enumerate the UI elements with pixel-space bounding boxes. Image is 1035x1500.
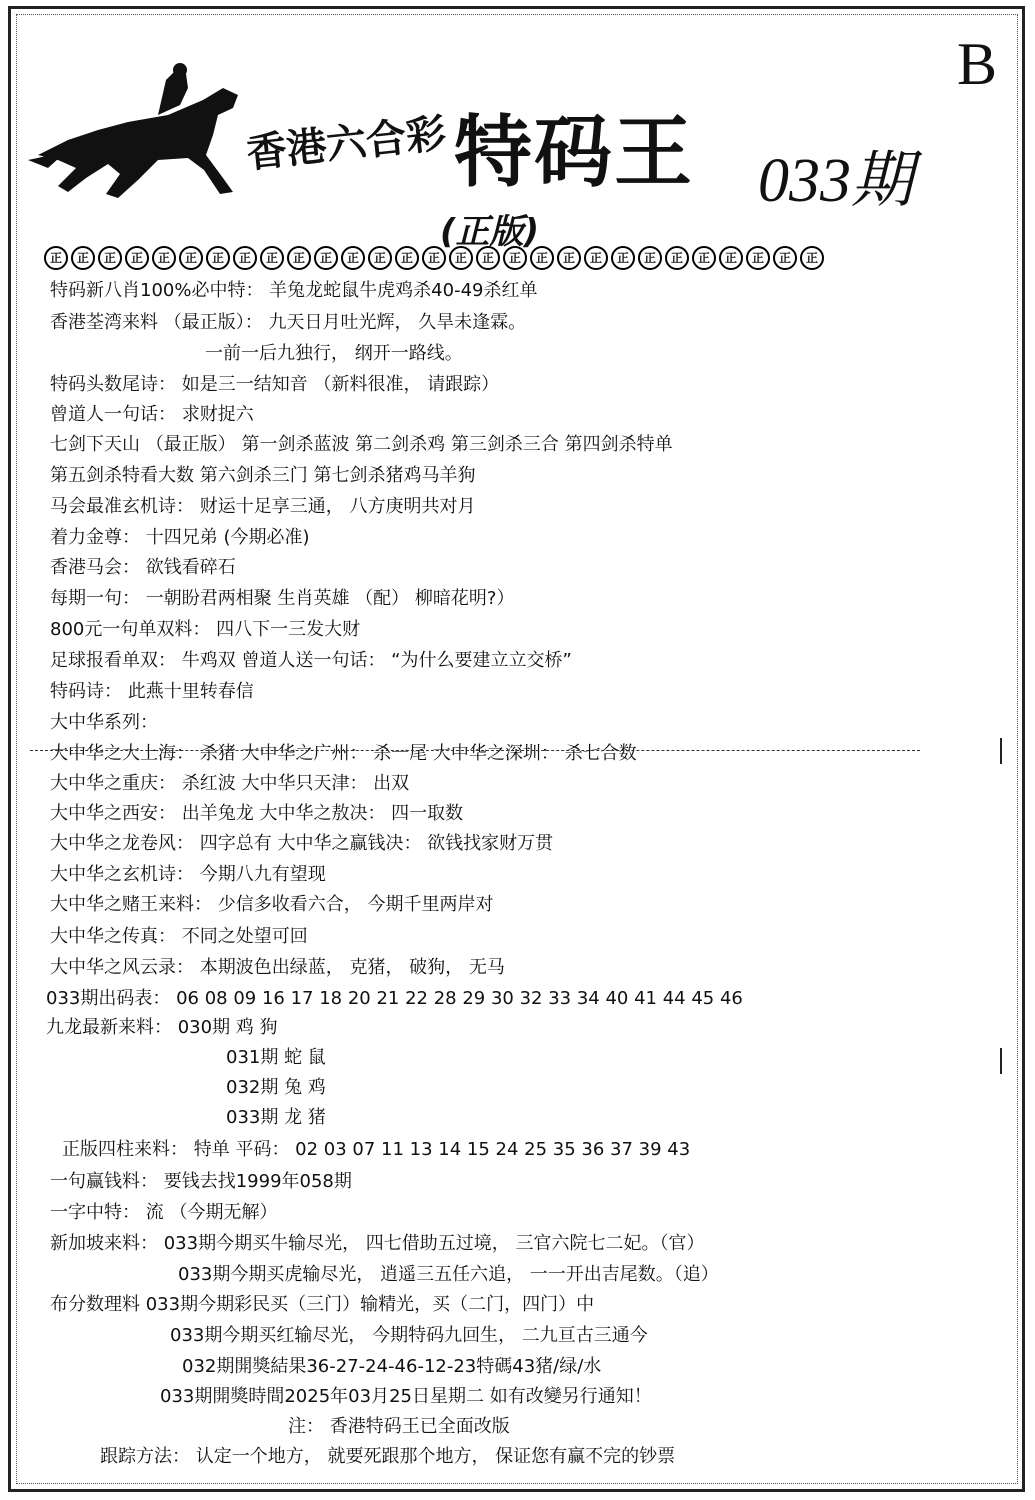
stamp-icon: 正 [206,246,230,270]
text-line: 香港荃湾来料 （最正版）： 九天日月吐光辉， 久旱未逢霖。 [50,312,527,333]
stamp-icon: 正 [287,246,311,270]
scan-mark [1000,1048,1002,1074]
text-line: 033期開獎時間2025年03月25日星期二 如有改變另行通知！ [160,1386,652,1407]
text-line: 大中华之大上海： 杀猪 大中华之广州： 杀一尾 大中华之深圳： 杀七合数 [50,743,637,764]
text-line: 大中华之重庆： 杀红波 大中华只天津： 出双 [50,773,410,794]
issue-number: 033期 [758,147,914,215]
stamp-icon: 正 [98,246,122,270]
text-line: 031期 蛇 鼠 [226,1047,326,1068]
stamp-icon: 正 [71,246,95,270]
text-line: 新加坡来料： 033期今期买牛输尽光， 四七借助五过境， 三官六院七二妃。（官） [50,1233,705,1254]
text-line: 033期 龙 猪 [226,1107,326,1128]
corner-letter: B [956,31,997,97]
text-line: 大中华之龙卷风： 四字总有 大中华之赢钱决： 欲钱找家财万贯 [50,833,554,854]
stamp-icon: 正 [638,246,662,270]
text-line: 布分数理料 033期今期彩民买（三门）输精光，买（二门，四门）中 [50,1294,595,1315]
stamp-icon: 正 [719,246,743,270]
stamp-icon: 正 [746,246,770,270]
text-line: 七剑下天山 （最正版） 第一剑杀蓝波 第二剑杀鸡 第三剑杀三合 第四剑杀特单 [50,434,673,455]
brand-title: 特码王 [454,107,695,198]
text-line: 大中华之西安： 出羊兔龙 大中华之敖决： 四一取数 [50,803,464,824]
stamp-icon: 正 [152,246,176,270]
stamp-icon: 正 [44,246,68,270]
text-line: 033期出码表： 06 08 09 16 17 18 20 21 22 28 29 30 32 33 34 40 41 44 45 46 [46,988,743,1009]
stamp-icon: 正 [800,246,824,270]
text-line: 一前一后九独行， 纲开一路线。 [205,343,463,364]
stamp-icon: 正 [260,246,284,270]
text-line: 大中华之传真： 不同之处望可回 [50,926,308,947]
text-line: 特码诗： 此燕十里转春信 [50,681,254,702]
text-line: 每期一句： 一朝盼君两相聚 生肖英雄 （配） 柳暗花明?） [50,588,515,609]
text-line: 特码头数尾诗： 如是三一结知音 （新料很准， 请跟踪） [50,374,500,395]
text-line: 曾道人一句话： 求财捉六 [50,404,254,425]
stamp-icon: 正 [422,246,446,270]
stamp-icon: 正 [503,246,527,270]
stamp-icon: 正 [233,246,257,270]
text-line: 大中华之风云录： 本期波色出绿蓝， 克猪， 破狗， 无马 [50,957,505,978]
text-line: 大中华之玄机诗： 今期八九有望现 [50,864,326,885]
strike-through-line [30,750,920,751]
stamp-icon: 正 [395,246,419,270]
text-line: 032期 兔 鸡 [226,1077,326,1098]
text-line: 一字中特： 流 （今期无解） [50,1202,278,1223]
text-line: 一句赢钱料： 要钱去找1999年058期 [50,1171,352,1192]
text-line: 九龙最新来料： 030期 鸡 狗 [46,1017,278,1038]
stamp-icon: 正 [557,246,581,270]
text-line: 注： 香港特码王已全面改版 [288,1416,510,1437]
stamp-icon: 正 [773,246,797,270]
scan-mark [1000,738,1002,764]
brand-subtitle: 香港六合彩 [244,109,449,178]
stamp-row [44,246,824,270]
text-line: 第五剑杀特看大数 第六剑杀三门 第七剑杀猪鸡马羊狗 [50,465,476,486]
stamp-icon: 正 [368,246,392,270]
stamp-icon: 正 [530,246,554,270]
text-line: 跟踪方法： 认定一个地方， 就要死跟那个地方， 保证您有赢不完的钞票 [100,1446,676,1467]
stamp-icon: 正 [179,246,203,270]
text-line: 800元一句单双料： 四八下一三发大财 [50,619,361,640]
text-line: 032期開獎結果36-27-24-46-12-23特碼43猪/绿/水 [182,1356,602,1377]
stamp-icon: 正 [584,246,608,270]
text-line: 着力金尊： 十四兄弟 (今期必准) [50,527,310,548]
text-line: 马会最准玄机诗： 财运十足享三通， 八方庚明共对月 [50,496,476,517]
horse-rider-icon [28,60,258,210]
stamp-icon: 正 [125,246,149,270]
text-line: 大中华之赌王来料： 少信多收看六合， 今期千里两岸对 [50,894,494,915]
stamp-icon: 正 [665,246,689,270]
text-line: 大中华系列： [50,712,158,733]
text-line: 正版四柱来料： 特单 平码： 02 03 07 11 13 14 15 24 25 35 36 37 39 43 [62,1139,691,1160]
stamp-icon: 正 [449,246,473,270]
text-line: 033期今期买红输尽光， 今期特码九回生， 二九亘古三通今 [170,1325,648,1346]
stamp-icon: 正 [692,246,716,270]
text-line: 特码新八肖100%必中特： 羊兔龙蛇鼠牛虎鸡杀40-49杀红单 [50,280,538,301]
text-line: 033期今期买虎输尽光， 逍遥三五任六追， 一一开出吉尾数。（追） [178,1264,719,1285]
edition-label: (正版) [440,212,540,252]
stamp-icon: 正 [341,246,365,270]
stamp-icon: 正 [314,246,338,270]
stamp-icon: 正 [476,246,500,270]
text-line: 足球报看单双： 牛鸡双 曾道人送一句话： “为什么要建立立交桥” [50,650,572,671]
stamp-icon: 正 [611,246,635,270]
text-line: 香港马会： 欲钱看碎石 [50,557,236,578]
